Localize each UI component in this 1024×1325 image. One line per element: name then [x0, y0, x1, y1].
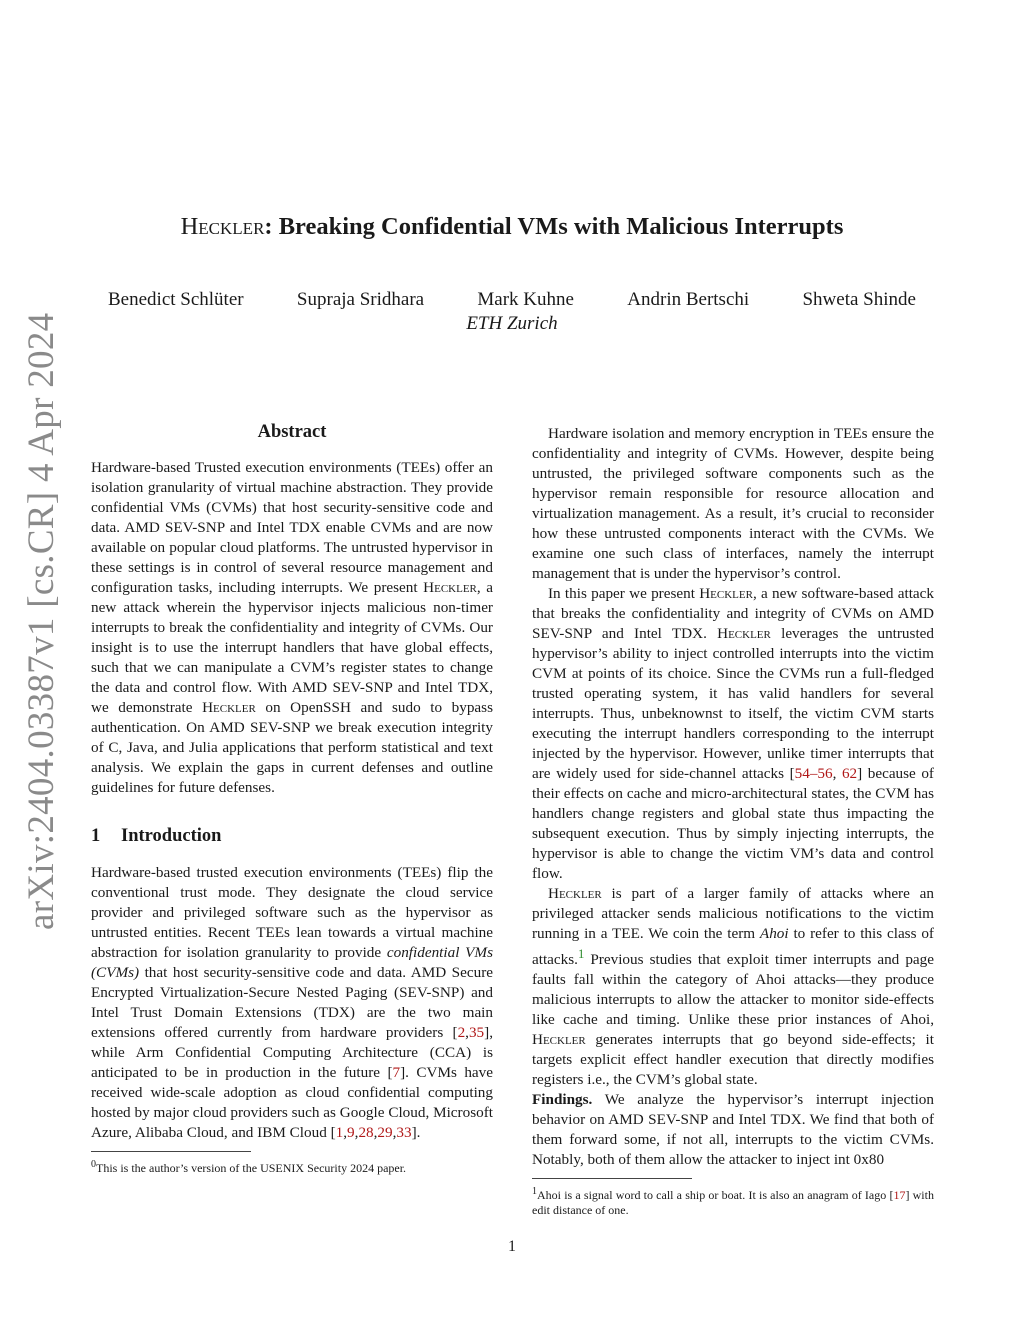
section-heading-introduction: [91, 825, 493, 847]
footnote-text: Ahoi is a signal word to call a ship or boat. It is also an anagram of Iago [: [537, 1188, 894, 1203]
paragraph-run-in-heading: Findings.: [532, 1091, 593, 1109]
left-column: [91, 421, 493, 1176]
emphasis: confidential VMs (CVMs): [91, 944, 493, 981]
author-name: Mark Kuhne: [477, 289, 574, 310]
body-text: ]. CVMs have received wide-scale adoption as cloud confidential computing hosted by major cloud providers such as Google Cloud, Microsoft Azure, Alibaba Cloud, and IBM Cloud [: [91, 1064, 493, 1141]
title-rest: : Breaking Confidential VMs with Malicious Interrupts: [264, 213, 844, 240]
citation-link[interactable]: 7: [392, 1064, 401, 1081]
author-name: Benedict Schlüter: [108, 289, 244, 310]
body-text: Previous studies that exploit timer interrupts and page faults fall within the category of Ahoi attacks—they produce malicious interrupts to allow the attacker to monitor side-effects like cache and timing. Unlike these prior instances of Ahoi,: [532, 951, 934, 1029]
abstract-paragraph: [91, 458, 493, 798]
footnote-divider: [532, 1178, 692, 1179]
system-name: Heckler: [548, 885, 602, 902]
body-paragraph: Hardware isolation and memory encryption in TEEs ensure the confidentiality and integrity of CVMs. However, despite being untrusted, the privileged software components such as the hypervisor remain responsible for resource allocation and virtualization management. As a result, it’s crucial to reconsider how these untrusted components interact with the CVMs. We examine one such class of interfaces, namely the interrupt management that is under the hypervisor’s control.: [532, 425, 934, 582]
system-name: Heckler: [717, 625, 771, 642]
citation-link[interactable]: 62: [841, 765, 858, 782]
abstract-text: on OpenSSH and sudo to bypass authentication. On AMD SEV-SNP we break execution integrity of C, Java, and Julia applications that perform statistical and text analysis. We explain the gaps in current defenses and outline guidelines for future defenses.: [91, 699, 493, 796]
title-system-name: Heckler: [180, 213, 265, 240]
body-text: is part of a larger family of attacks where an privileged attacker sends malicious notifications to the victim running in a TEE. We coin the term: [532, 885, 934, 942]
footnote-text: ] with edit distance of one.: [532, 1188, 934, 1218]
body-text: In this paper we present: [548, 585, 700, 602]
body-text: We analyze the hypervisor’s interrupt injection behavior on AMD SEV-SNP and Intel TDX. We find that both of them forward some, if not all, interrupts to the victim CVMs. Notably, both of them allow the attacker to inject int 0x80: [532, 1091, 934, 1169]
body-text: ].: [411, 1124, 421, 1141]
author-name: Shweta Shinde: [802, 289, 916, 310]
body-paragraph: [532, 1090, 934, 1170]
abstract-text: Hardware-based Trusted execution environments (TEEs) offer an isolation granularity of virtual machine abstraction. They provide confidential VMs (CVMs) that host security-sensitive code and data. AMD SEV-SNP and Intel TDX enable CVMs and are now available on popular cloud platforms. The untrusted hypervisor in these settings is in control of several resource management and configuration tasks, including interrupts. We present: [91, 459, 493, 596]
system-name: Heckler: [202, 699, 256, 716]
body-text: ] because of their effects on cache and micro-architectural states, the CVM has handlers change registers and global state thus impacting the subsequent execution. Thus by simply injecting interrupts, the hypervisor is able to change the victim VM’s data and control flow.: [532, 765, 934, 882]
citation-link[interactable]: 9: [347, 1124, 355, 1141]
system-name: Heckler: [532, 1031, 586, 1049]
author-name: Andrin Bertschi: [627, 289, 750, 310]
paper-title: [0, 213, 1024, 241]
body-text: leverages the untrusted hypervisor’s ability to inject controlled interrupts into the victim CVM at points of its choice. Since the CVMs run a full-fledged trusted operating system, it has valid handlers for several interrupts. Thus, unbeknownst to itself, the victim CVM starts executing the interrupt handlers corresponding to the interrupt injected by the hypervisor. However, unlike timer interrupts that are widely used for side-channel attacks [: [532, 625, 934, 782]
body-paragraph: [532, 884, 934, 1090]
footnote: [91, 1157, 493, 1176]
citation-link[interactable]: 1: [335, 1124, 344, 1141]
citation-link[interactable]: 54–56: [794, 765, 833, 782]
arxiv-identifier-stamp: arXiv:2404.03387v1 [cs.CR] 4 Apr 2024: [21, 312, 62, 930]
citation-link[interactable]: 17: [893, 1188, 906, 1203]
section-title: Introduction: [121, 826, 222, 846]
body-text: Hardware-based trusted execution environments (TEEs) flip the conventional trust mode. They designate the cloud service provider and privileged software such as the hypervisor as untrusted entities. Recent TEEs lean towards a virtual machine abstraction for isolation granularity to provide: [91, 864, 493, 961]
citation-link[interactable]: 29: [377, 1124, 393, 1141]
citation-link[interactable]: 2: [457, 1024, 466, 1041]
citation-link[interactable]: 35: [468, 1024, 485, 1041]
footnote: [532, 1184, 934, 1218]
footnote-text: This is the author’s version of the USENIX Security 2024 paper.: [96, 1161, 407, 1175]
citation-link[interactable]: 33: [396, 1124, 412, 1141]
author-name: Supraja Sridhara: [296, 289, 425, 310]
footnote-mark: 1: [532, 1186, 537, 1198]
abstract-heading: Abstract: [257, 422, 327, 442]
body-paragraph: In this paper we present Heckler, a new software-based attack that breaks the confidentiality and integrity of CVMs on AMD SEV-SNP and Intel TDX. Heckler leverages the untrusted hypervisor’s ability to inject controlled interrupts into the victim CVM at points of its choice. Since the CVMs run a full-fledged trusted operating system, it has valid handlers for several interrupts. Thus, unbeknownst to itself, the victim CVM starts executing the interrupt handlers corresponding to the interrupt injected by the hypervisor. However, unlike timer interrupts that are widely used for side-channel attacks [54–56, 62] because of their effects on cache and micro-architectural states, the CVM has handlers change registers and global state thus impacting the subsequent execution. Thus by simply injecting interrupts, the hypervisor is able to change the victim VM’s data and control flow.: [532, 585, 934, 882]
body-text: generates interrupts that go beyond side-effects; it targets explicit effect handler execution that directly modifies registers i.e., the CVM’s global state.: [532, 1031, 934, 1089]
body-text: to refer to this class of attacks.: [532, 925, 934, 969]
right-column: [532, 424, 934, 1218]
citation-link[interactable]: 28: [358, 1124, 374, 1141]
body-text: that host security-sensitive code and data. AMD Secure Encrypted Virtualization-Secure Nested Paging (SEV-SNP) and Intel Trust Domain Extensions (TDX) are the two main extensions offered currently from hardware providers [: [91, 964, 493, 1041]
affiliation: ETH Zurich: [466, 313, 558, 334]
footnote-mark: 0: [91, 1159, 96, 1170]
emphasis: Ahoi: [759, 925, 789, 942]
system-name: Heckler: [423, 579, 477, 596]
author-list: [108, 289, 916, 311]
footnote-divider: [91, 1151, 251, 1152]
footnote-link[interactable]: 1: [577, 947, 585, 961]
body-text: ], while Arm Confidential Computing Architecture (CCA) is anticipated to be in production in the future [: [91, 1024, 493, 1081]
system-name: Heckler: [699, 585, 753, 602]
body-paragraph: Hardware-based trusted execution environments (TEEs) flip the conventional trust mode. They designate the cloud service provider and privileged software such as the hypervisor as untrusted entities. Recent TEEs lean towards a virtual machine abstraction for isolation granularity to provide confidential VMs (CVMs) that host security-sensitive code and data. AMD Secure Encrypted Virtualization-Secure Nested Paging (SEV-SNP) and Intel Trust Domain Extensions (TDX) are the two main extensions offered currently from hardware providers [2,35], while Arm Confidential Computing Architecture (CCA) is anticipated to be in production in the future [7]. CVMs have received wide-scale adoption as cloud confidential computing hosted by major cloud providers such as Google Cloud, Microsoft Azure, Alibaba Cloud, and IBM Cloud [1,9,28,29,33].: [91, 864, 493, 1141]
abstract-text: , a new attack wherein the hypervisor injects malicious non-timer interrupts to break the confidentiality and integrity of CVMs. Our insight is to use the interrupt handlers that have global effects, such that we can manipulate a CVM’s register states to change the data and control flow. With AMD SEV-SNP and Intel TDX, we demonstrate: [91, 579, 493, 716]
body-text: , a new software-based attack that breaks the confidentiality and integrity of CVMs on AMD SEV-SNP and Intel TDX.: [532, 585, 934, 642]
section-number: 1: [91, 826, 101, 846]
page-number: 1: [508, 1238, 516, 1255]
